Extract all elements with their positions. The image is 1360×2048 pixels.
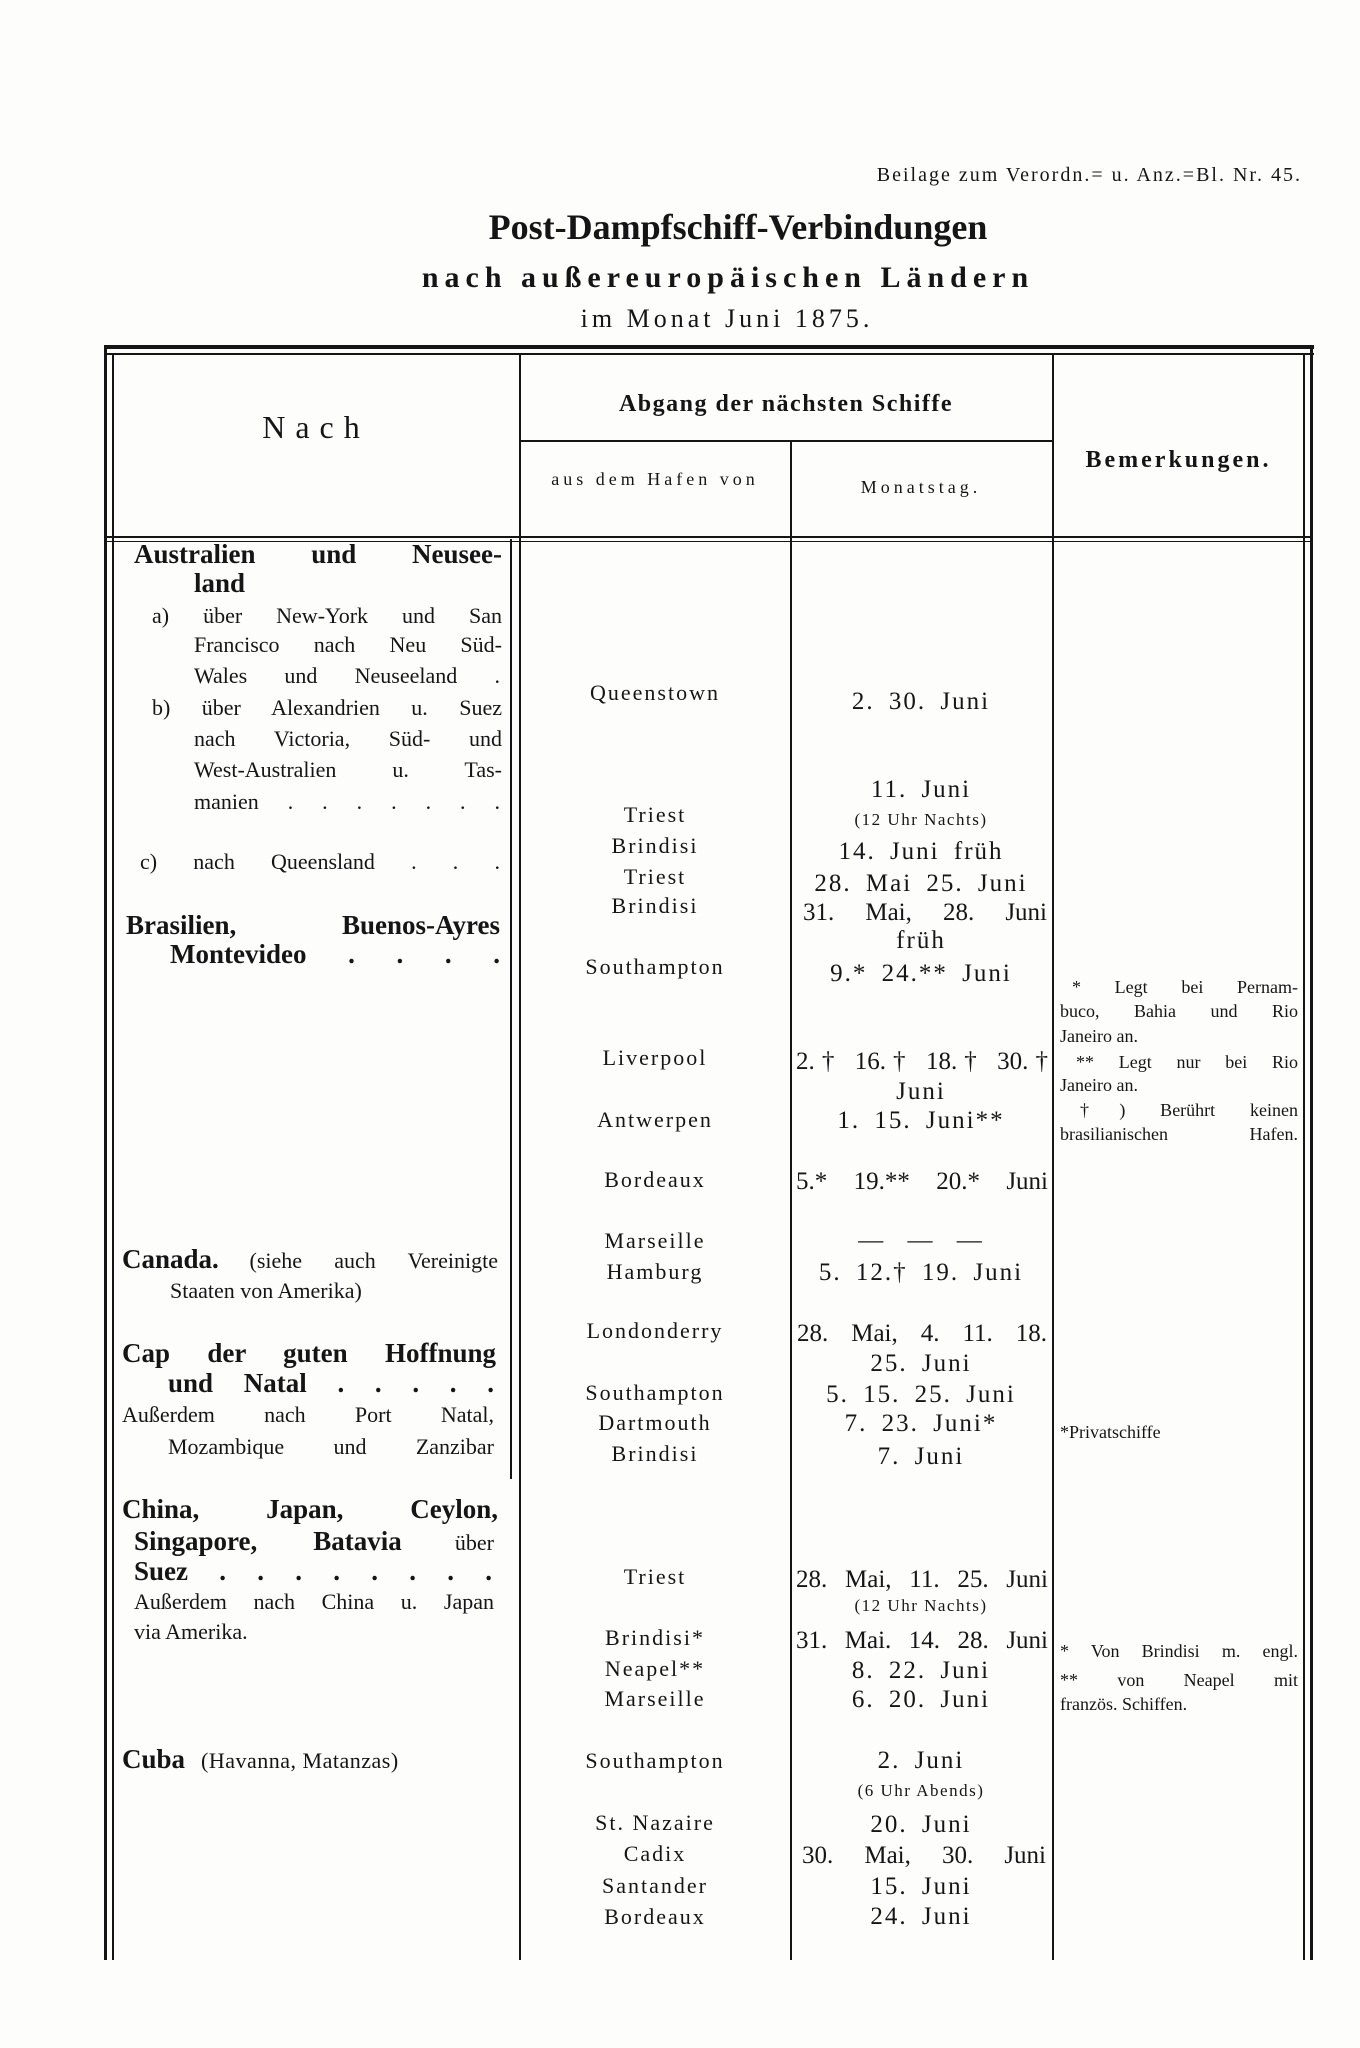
port-cell: Brindisi: [611, 1441, 699, 1466]
column-header-destination: Nach: [262, 409, 370, 445]
document-period: im Monat Juni 1875.: [580, 304, 874, 333]
port-cell: Londonderry: [586, 1318, 724, 1343]
port-cell: Brindisi: [611, 893, 699, 918]
date-cell: 5.* 19.** 20.* Juni: [796, 1168, 1048, 1195]
date-cell: 11. Juni: [870, 776, 972, 803]
route-line: Mozambique und Zanzibar: [168, 1434, 494, 1459]
column-header-departures: Abgang der nächsten Schiffe: [618, 391, 954, 417]
remark-line: ** Legt nur bei Rio: [1076, 1052, 1298, 1072]
destination-note: (siehe auch Vereinigte: [249, 1248, 498, 1273]
destination-line-cuba: [122, 1743, 399, 1775]
date-time-note: (12 Uhr Nachts): [854, 1596, 988, 1615]
destination-name: Cap der guten Hoffnung: [122, 1338, 496, 1368]
route-line: Francisco nach Neu Süd-: [194, 632, 502, 657]
port-cell: St. Nazaire: [595, 1810, 715, 1835]
destination-name: China, Japan, Ceylon,: [122, 1494, 498, 1524]
destination-name: Singapore, Batavia: [134, 1526, 402, 1556]
table-border-left: [104, 345, 107, 1960]
port-cell: Dartmouth: [598, 1410, 712, 1435]
port-cell: Bordeaux: [604, 1904, 706, 1929]
destination-name: Brasilien, Buenos-Ayres: [126, 910, 500, 940]
column-divider-remarks: [1052, 353, 1054, 1960]
destination-note: Staaten von Amerika): [170, 1278, 362, 1303]
table-border-right: [1310, 345, 1313, 1960]
port-cell: Neapel**: [604, 1656, 706, 1681]
date-cell: 5. 12.† 19. Juni: [818, 1259, 1024, 1286]
port-cell: Bordeaux: [604, 1167, 706, 1192]
route-line: Außerdem nach Port Natal,: [122, 1402, 494, 1427]
remark-line: buco, Bahia und Rio: [1060, 1001, 1298, 1021]
route-line: via Amerika.: [134, 1619, 248, 1644]
table-border-right-inner: [1303, 353, 1305, 1960]
remark-line: * Legt bei Pernam-: [1072, 977, 1298, 997]
port-cell: Antwerpen: [597, 1107, 713, 1132]
destination-name: Australien und Neusee-: [134, 539, 502, 569]
destination-name: land: [194, 568, 246, 598]
date-cell: früh: [896, 927, 946, 954]
date-cell: 1. 15. Juni**: [837, 1107, 1005, 1134]
port-cell: Southampton: [585, 1748, 725, 1773]
date-cell: 6. 20. Juni: [851, 1686, 991, 1713]
departures-subheader-divider: [520, 440, 1052, 442]
port-cell: Queenstown: [590, 680, 720, 705]
remark-line: * Von Brindisi m. engl.: [1060, 1641, 1298, 1661]
route-line: Wales und Neuseeland .: [194, 663, 500, 688]
date-cell: 7. 23. Juni*: [844, 1410, 998, 1437]
route-line: c) nach Queensland . . .: [140, 849, 500, 874]
port-cell: Triest: [623, 864, 687, 889]
date-cell: 28. Mai 25. Juni: [814, 870, 1028, 897]
port-cell: Triest: [623, 1564, 687, 1589]
port-cell: Triest: [623, 802, 687, 827]
route-line: nach Victoria, Süd- und: [194, 726, 502, 751]
remark-line: französ. Schiffen.: [1060, 1694, 1188, 1714]
port-cell: Hamburg: [606, 1259, 704, 1284]
column-header-remarks: Bemerkungen.: [1085, 447, 1272, 473]
remark-line: ** von Neapel mit: [1060, 1670, 1298, 1690]
route-line: b) über Alexandrien u. Suez: [152, 695, 502, 720]
route-line: manien . . . . . . .: [194, 789, 500, 814]
destination-name: Montevideo . . . .: [170, 939, 500, 969]
destination-name: Suez . . . . . . . .: [134, 1556, 492, 1586]
destination-name: Canada.: [122, 1244, 219, 1274]
port-cell: Santander: [602, 1873, 708, 1898]
port-cell: Marseille: [604, 1228, 706, 1253]
remark-line: †) Berührt keinen: [1080, 1100, 1298, 1120]
port-cell: Marseille: [604, 1686, 706, 1711]
destination-name: und Natal . . . . .: [168, 1368, 494, 1398]
column-header-port: aus dem Hafen von: [551, 469, 759, 489]
route-line: West-Australien u. Tas-: [194, 757, 502, 782]
date-cell: 2.† 16.† 18.† 30.†: [796, 1048, 1048, 1075]
destination-line-singapore: [134, 1525, 494, 1557]
date-time-note: (6 Uhr Abends): [857, 1781, 985, 1800]
port-cell: Liverpool: [602, 1045, 708, 1070]
date-cell: 20. Juni: [870, 1811, 972, 1838]
column-header-day-of-month: Monatstag.: [860, 477, 982, 497]
date-cell: 28. Mai, 11. 25. Juni: [796, 1566, 1048, 1593]
remark-line: Janeiro an.: [1060, 1075, 1138, 1095]
table-border-top-inner: [104, 353, 1314, 355]
date-time-note: (12 Uhr Nachts): [854, 810, 988, 829]
column-divider-destination: [519, 353, 521, 1960]
remark-line: brasilianischen Hafen.: [1060, 1124, 1298, 1144]
date-cell: 30. Mai, 30. Juni: [802, 1842, 1046, 1869]
destination-line-canada: [122, 1243, 498, 1275]
table-border-left-inner: [112, 353, 114, 1960]
column-divider-port: [790, 440, 792, 1960]
route-line: Außerdem nach China u. Japan: [134, 1589, 494, 1614]
table-border-top: [104, 345, 1314, 349]
remark-line: Janeiro an.: [1060, 1026, 1138, 1046]
route-via: über: [454, 1530, 494, 1555]
port-cell: Brindisi: [611, 833, 699, 858]
destination-note: (Havanna, Matanzas): [201, 1748, 399, 1773]
date-cell: 8. 22. Juni: [851, 1657, 991, 1684]
date-cell: 24. Juni: [870, 1903, 972, 1930]
supplement-note: Beilage zum Verordn.= u. Anz.=Bl. Nr. 45.: [876, 164, 1302, 186]
port-cell: Southampton: [585, 954, 725, 979]
date-cell: 9.* 24.** Juni: [830, 960, 1012, 987]
date-cell: 31. Mai, 28. Juni: [803, 899, 1047, 926]
date-cell: 7. Juni: [877, 1443, 965, 1470]
destination-name: Cuba: [122, 1744, 186, 1774]
date-cell: 15. Juni: [870, 1873, 972, 1900]
port-cell: Southampton: [585, 1380, 725, 1405]
document-subtitle: nach außereuropäischen Ländern: [421, 261, 1035, 294]
date-cell: 2. Juni: [877, 1747, 965, 1774]
date-cell: 5. 15. 25. Juni: [826, 1381, 1016, 1408]
port-cell: Cadix: [623, 1841, 687, 1866]
date-cell: 28. Mai, 4. 11. 18.: [797, 1320, 1047, 1347]
route-line: a) über New-York und San: [152, 603, 502, 628]
date-cell: 14. Juni früh: [838, 838, 1004, 865]
port-cell: Brindisi*: [605, 1625, 705, 1650]
date-cell: 31. Mai. 14. 28. Juni: [796, 1627, 1048, 1654]
date-cell: 2. 30. Juni: [851, 688, 991, 715]
remark-line: *Privatschiffe: [1060, 1422, 1161, 1442]
date-cell: — — —: [858, 1227, 984, 1254]
document-title: Post-Dampfschiff-Verbindungen: [488, 207, 988, 247]
date-cell: Juni: [896, 1078, 946, 1105]
date-cell: 25. Juni: [870, 1350, 972, 1377]
column-divider-destination-inner: [510, 539, 512, 1479]
